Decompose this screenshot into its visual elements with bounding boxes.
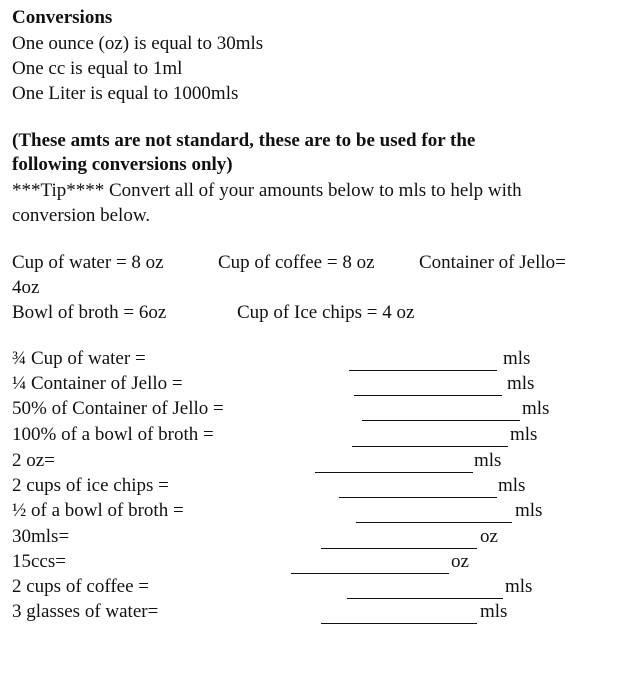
answer-blank-7[interactable] (356, 522, 512, 523)
answer-unit-5: mls (474, 450, 502, 471)
answer-blank-4[interactable] (352, 446, 508, 447)
section-heading: Conversions (12, 7, 113, 28)
answer-unit-10: mls (505, 576, 533, 597)
answer-blank-9[interactable] (291, 573, 449, 574)
answer-blank-1[interactable] (349, 370, 497, 371)
note-line-2: following conversions only) (12, 154, 233, 175)
answer-unit-8: oz (480, 526, 498, 547)
ref-cup-of-ice-chips: Cup of Ice chips = 4 oz (237, 302, 415, 323)
question-2: ¼ Container of Jello = (12, 373, 183, 394)
ref-cup-of-water: Cup of water = 8 oz (12, 252, 164, 273)
question-11: 3 glasses of water= (12, 601, 159, 622)
question-6: 2 cups of ice chips = (12, 475, 169, 496)
question-7: ½ of a bowl of broth = (12, 500, 184, 521)
tip-line-2: conversion below. (12, 205, 151, 226)
ref-jello-value: 4oz (12, 277, 40, 298)
answer-blank-6[interactable] (339, 497, 497, 498)
rule-liter: One Liter is equal to 1000mls (12, 83, 239, 104)
question-4: 100% of a bowl of broth = (12, 424, 214, 445)
answer-unit-11: mls (480, 601, 508, 622)
question-8: 30mls= (12, 526, 70, 547)
answer-blank-2[interactable] (354, 395, 502, 396)
answer-blank-10[interactable] (347, 598, 503, 599)
answer-unit-7: mls (515, 500, 543, 521)
answer-blank-3[interactable] (362, 420, 520, 421)
question-10: 2 cups of coffee = (12, 576, 149, 597)
ref-bowl-of-broth: Bowl of broth = 6oz (12, 302, 167, 323)
ref-jello-label: Container of Jello= (419, 252, 566, 273)
note-line-1: (These amts are not standard, these are to be used for the (12, 130, 476, 151)
answer-blank-11[interactable] (321, 623, 477, 624)
rule-ounce: One ounce (oz) is equal to 30mls (12, 33, 264, 54)
answer-unit-9: oz (451, 551, 469, 572)
tip-line-1: ***Tip**** Convert all of your amounts below to mls to help with (12, 180, 522, 201)
question-1: ¾ Cup of water = (12, 348, 146, 369)
rule-cc: One cc is equal to 1ml (12, 58, 183, 79)
answer-blank-5[interactable] (315, 472, 473, 473)
answer-unit-1: mls (503, 348, 531, 369)
answer-blank-8[interactable] (321, 548, 477, 549)
ref-cup-of-coffee: Cup of coffee = 8 oz (218, 252, 375, 273)
question-3: 50% of Container of Jello = (12, 398, 224, 419)
answer-unit-2: mls (507, 373, 535, 394)
question-9: 15ccs= (12, 551, 66, 572)
question-5: 2 oz= (12, 450, 55, 471)
answer-unit-4: mls (510, 424, 538, 445)
answer-unit-6: mls (498, 475, 526, 496)
answer-unit-3: mls (522, 398, 550, 419)
